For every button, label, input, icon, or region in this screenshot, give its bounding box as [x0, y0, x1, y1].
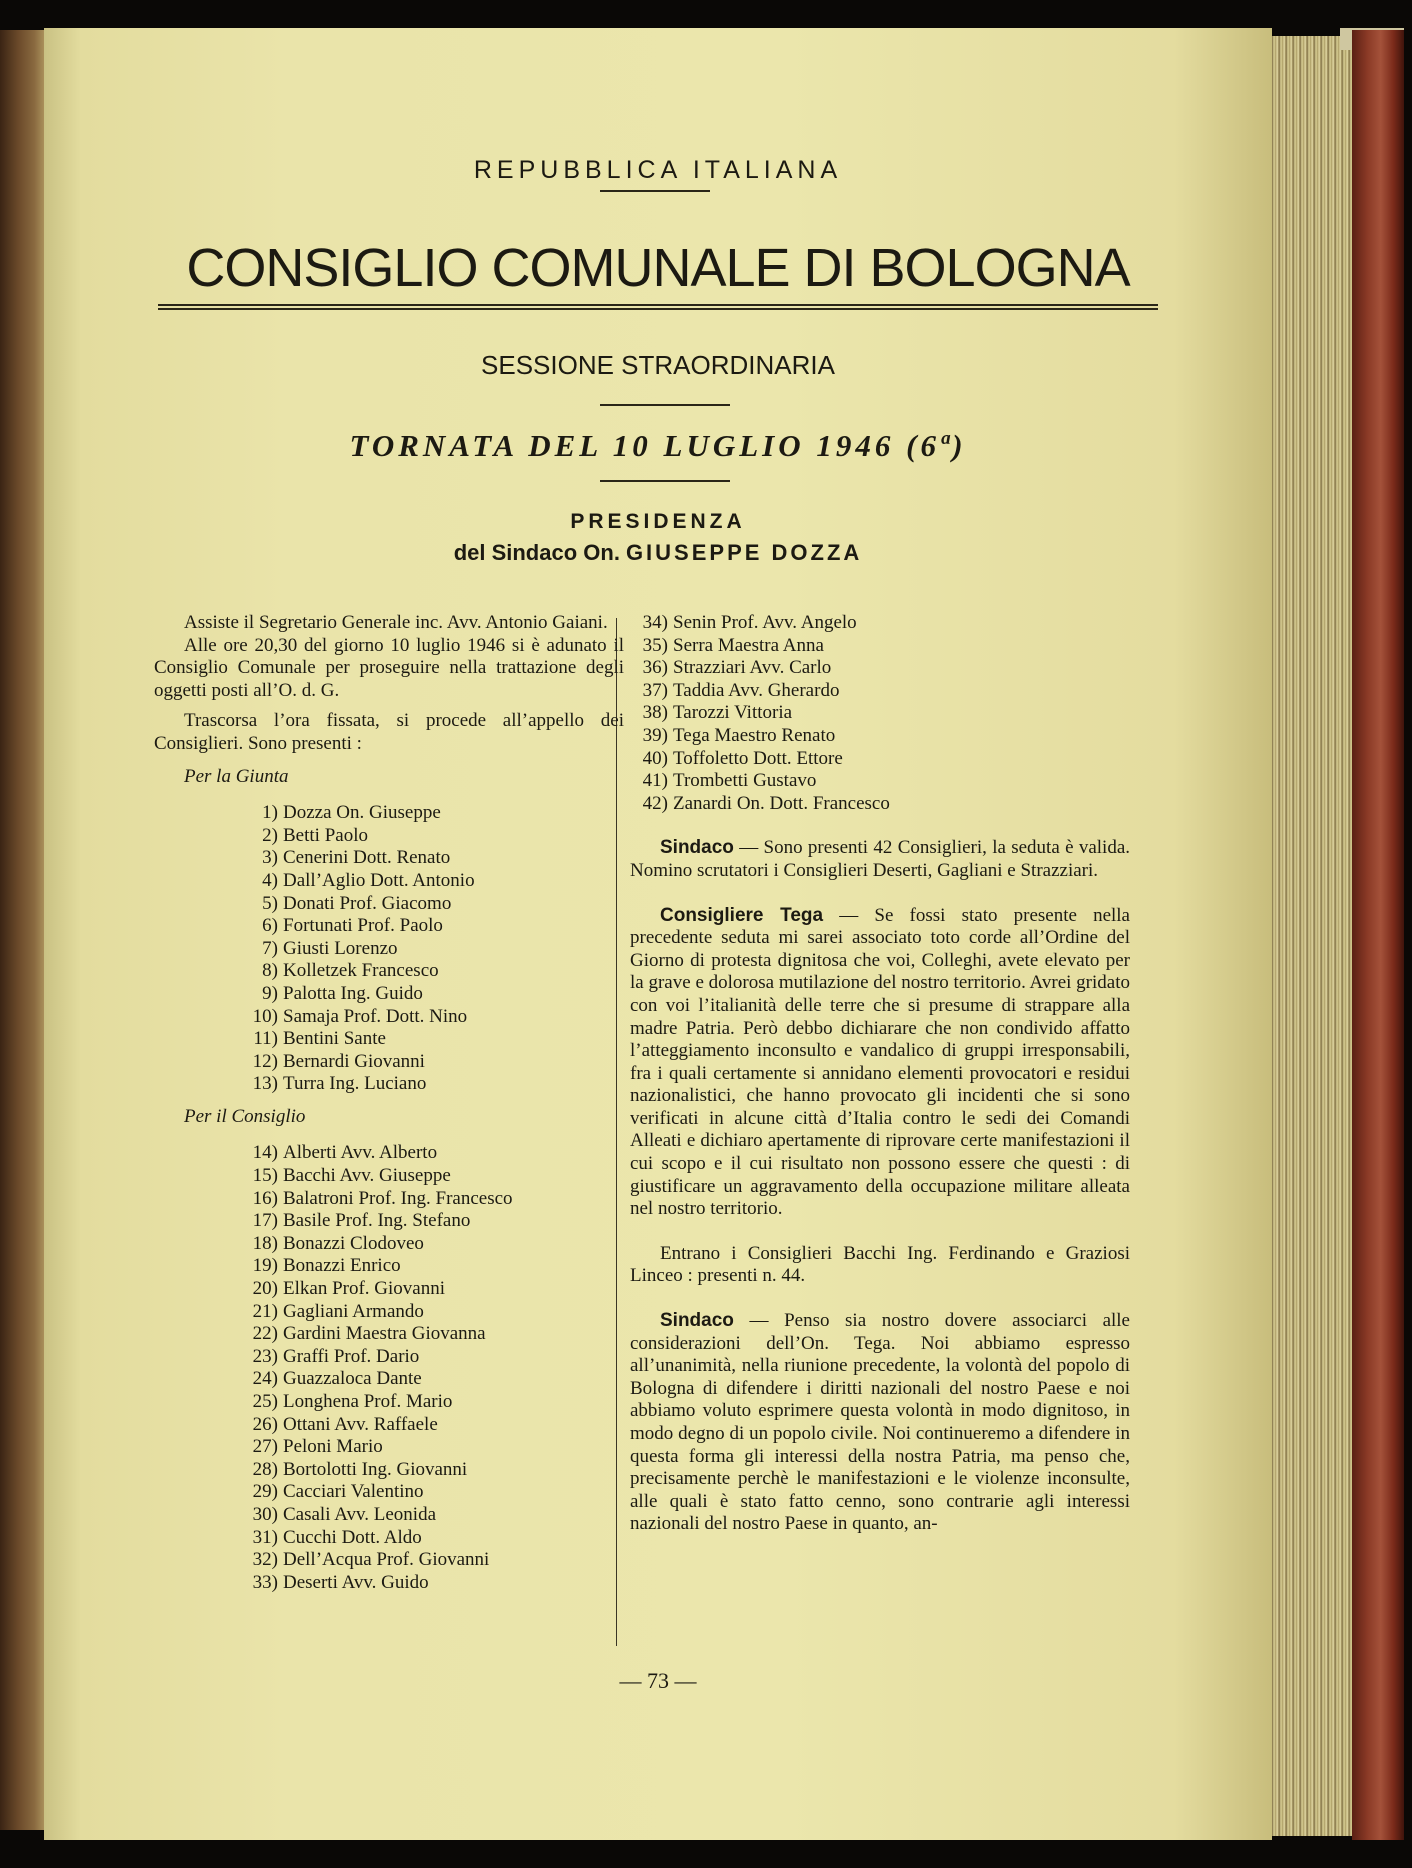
- list-item: 22) Gardini Maestra Giovanna: [252, 1323, 486, 1345]
- list-item: 5) Donati Prof. Giacomo: [262, 892, 452, 914]
- book-binding-left: [0, 30, 46, 1830]
- list-item: 15) Bacchi Avv. Giuseppe: [252, 1165, 451, 1187]
- list-item: 38) Tarozzi Vittoria: [642, 702, 793, 724]
- list-item: 19) Bonazzi Enrico: [252, 1255, 401, 1277]
- list-item: 18) Bonazzi Clodoveo: [252, 1232, 424, 1254]
- list-item: 27) Peloni Mario: [252, 1436, 383, 1458]
- list-item: 32) Dell’Acqua Prof. Giovanni: [252, 1549, 490, 1571]
- book-spine: [1352, 30, 1404, 1840]
- consiglio-list: [154, 1142, 624, 1594]
- session-heading: SESSIONE STRAORDINARIA: [481, 350, 835, 380]
- list-item: 31) Cucchi Dott. Aldo: [252, 1526, 422, 1548]
- list-item: 37) Taddia Avv. Gherardo: [642, 679, 840, 701]
- list-item: 4) Dall’Aglio Dott. Antonio: [262, 869, 475, 891]
- short-rule-3: [600, 480, 730, 482]
- list-item: 7) Giusti Lorenzo: [262, 937, 398, 959]
- list-item: 24) Guazzaloca Dante: [252, 1368, 422, 1390]
- page-stack-edges: [1272, 36, 1352, 1836]
- list-item: 13) Turra Ing. Luciano: [252, 1073, 427, 1095]
- council-title: CONSIGLIO COMUNALE DI BOLOGNA: [186, 238, 1130, 298]
- list-item: 36) Strazziari Avv. Carlo: [642, 657, 832, 679]
- list-item: 30) Casali Avv. Leonida: [252, 1503, 437, 1525]
- speech-sindaco-1: Sindaco — Sono presenti 42 Consiglieri, la seduta è valida. Nomino scrutatori i Consiglieri Deserti, Gagliani e Strazziari.: [630, 837, 1130, 881]
- list-item: 2) Betti Paolo: [262, 824, 368, 846]
- left-column: [154, 612, 624, 1594]
- presidenza-heading: PRESIDENZA: [570, 510, 746, 533]
- intro-paragraph-1: Assiste il Segretario Generale inc. Avv. Antonio Gaiani.: [184, 612, 608, 633]
- list-item: 6) Fortunati Prof. Paolo: [262, 915, 443, 937]
- speech-tega: Consigliere Tega — Se fossi stato presente nella precedente seduta mi sarei associato toto corde all’Ordine del Giorno di protesta dignitosa che voi, Colleghi, avete elevato per la grave e dolorosa mutilazione del nostro territorio. Avrei gridato con voi l’italianità delle terre che si presume di strappare alla madre Patria. Però debbo dichiarare che non condivido affatto l’atteggiamento inconsulto e vandalico di gruppi irresponsabili, fra i quali certamente si annidano elementi provocatori e residui nazionalistici, che hanno provocato gli incidenti che si sono verificati in alcune città d’Italia contro le sedi dei Comandi Alleati e dichiaro apertamente di riprovare certe manifestazioni il cui scopo e il cui risultato non possono essere che questi : di giustificare un aggravamento della occupazione militare alleata nel nostro territorio.: [630, 904, 1130, 1220]
- list-item: 11) Bentini Sante: [253, 1028, 386, 1050]
- page-number: — 73 —: [619, 1668, 697, 1693]
- consiglio-list-continued: [630, 612, 1130, 815]
- list-item: 34) Senin Prof. Avv. Angelo: [642, 612, 857, 633]
- list-item: 25) Longhena Prof. Mario: [252, 1391, 453, 1412]
- list-item: 26) Ottani Avv. Raffaele: [252, 1413, 438, 1435]
- list-item: 42) Zanardi On. Dott. Francesco: [642, 792, 890, 814]
- short-rule-2: [600, 404, 730, 406]
- list-item: 35) Serra Maestra Anna: [642, 634, 824, 656]
- list-item: 21) Gagliani Armando: [252, 1300, 424, 1322]
- speaker-label: Sindaco: [660, 837, 734, 859]
- list-item: 33) Deserti Avv. Guido: [252, 1571, 429, 1593]
- list-item: 9) Palotta Ing. Guido: [262, 982, 423, 1004]
- list-item: 40) Toffoletto Dott. Ettore: [642, 747, 843, 769]
- speech-sindaco-2: Sindaco — Penso sia nostro dovere associarci alle considerazioni dell’On. Tega. Noi abbiamo espresso all’unanimità, nella riunione precedente, la volontà del popolo di Bologna di difendere i diritti nazionali del nostro Paese e noi abbiamo voluto esprimere questa volontà in modo dignitoso, in modo degno di un popolo civile. Noi continueremo a difendere in questa forma gli interessi della nostra Patria, ma penso che, precisamente perchè le manifestazioni e le violenze inconsulte, alle quali è stato fatto cenno, sono contrarie agli interessi nazionali del nostro Paese in quanto, an-: [630, 1310, 1130, 1535]
- list-item: 1) Dozza On. Giuseppe: [262, 802, 441, 824]
- speaker-label: Consigliere Tega: [660, 904, 824, 926]
- title-rule-bottom: [158, 308, 1158, 310]
- list-item: 20) Elkan Prof. Giovanni: [252, 1278, 446, 1300]
- presidenza-subheading: [44, 540, 1272, 566]
- title-rule-top: [158, 304, 1158, 306]
- presidenza-prefix: del Sindaco On.: [453, 540, 620, 565]
- list-item: 41) Trombetti Gustavo: [642, 770, 817, 792]
- tornata-heading: TORNATA DEL 10 LUGLIO 1946 (6ª): [349, 428, 967, 463]
- list-item: 12) Bernardi Giovanni: [252, 1050, 425, 1072]
- document-page: [44, 28, 1272, 1840]
- presidenza-name: GIUSEPPE DOZZA: [625, 540, 863, 565]
- list-item: 16) Balatroni Prof. Ing. Francesco: [252, 1187, 513, 1209]
- speaker-label: Sindaco: [660, 1310, 734, 1332]
- list-item: 23) Graffi Prof. Dario: [252, 1345, 420, 1367]
- republic-heading: REPUBBLICA ITALIANA: [473, 156, 843, 184]
- consiglio-label: Per il Consiglio: [184, 1105, 306, 1127]
- intro-paragraph-3: Trascorsa l’ora fissata, si procede all’appello dei Consiglieri. Sono presenti :: [154, 710, 624, 754]
- giunta-list: [154, 802, 624, 1096]
- short-rule-1: [600, 190, 710, 192]
- right-column: [630, 612, 1130, 1536]
- list-item: 28) Bortolotti Ing. Giovanni: [252, 1458, 468, 1480]
- list-item: 3) Cenerini Dott. Renato: [262, 847, 451, 869]
- list-item: 17) Basile Prof. Ing. Stefano: [252, 1210, 471, 1232]
- list-item: 39) Tega Maestro Renato: [642, 724, 836, 746]
- intro-paragraph-2: Alle ore 20,30 del giorno 10 luglio 1946 si è adunato il Consiglio Comunale per proseguire nella trattazione degli oggetti posti all’O. d. G.: [154, 634, 624, 701]
- entrano-note: Entrano i Consiglieri Bacchi Ing. Ferdinando e Graziosi Linceo : presenti n. 44.: [630, 1242, 1130, 1287]
- giunta-label: Per la Giunta: [184, 765, 289, 787]
- list-item: 14) Alberti Avv. Alberto: [252, 1142, 438, 1164]
- list-item: 29) Cacciari Valentino: [252, 1481, 424, 1503]
- list-item: 10) Samaja Prof. Dott. Nino: [252, 1005, 468, 1027]
- list-item: 8) Kolletzek Francesco: [262, 960, 439, 982]
